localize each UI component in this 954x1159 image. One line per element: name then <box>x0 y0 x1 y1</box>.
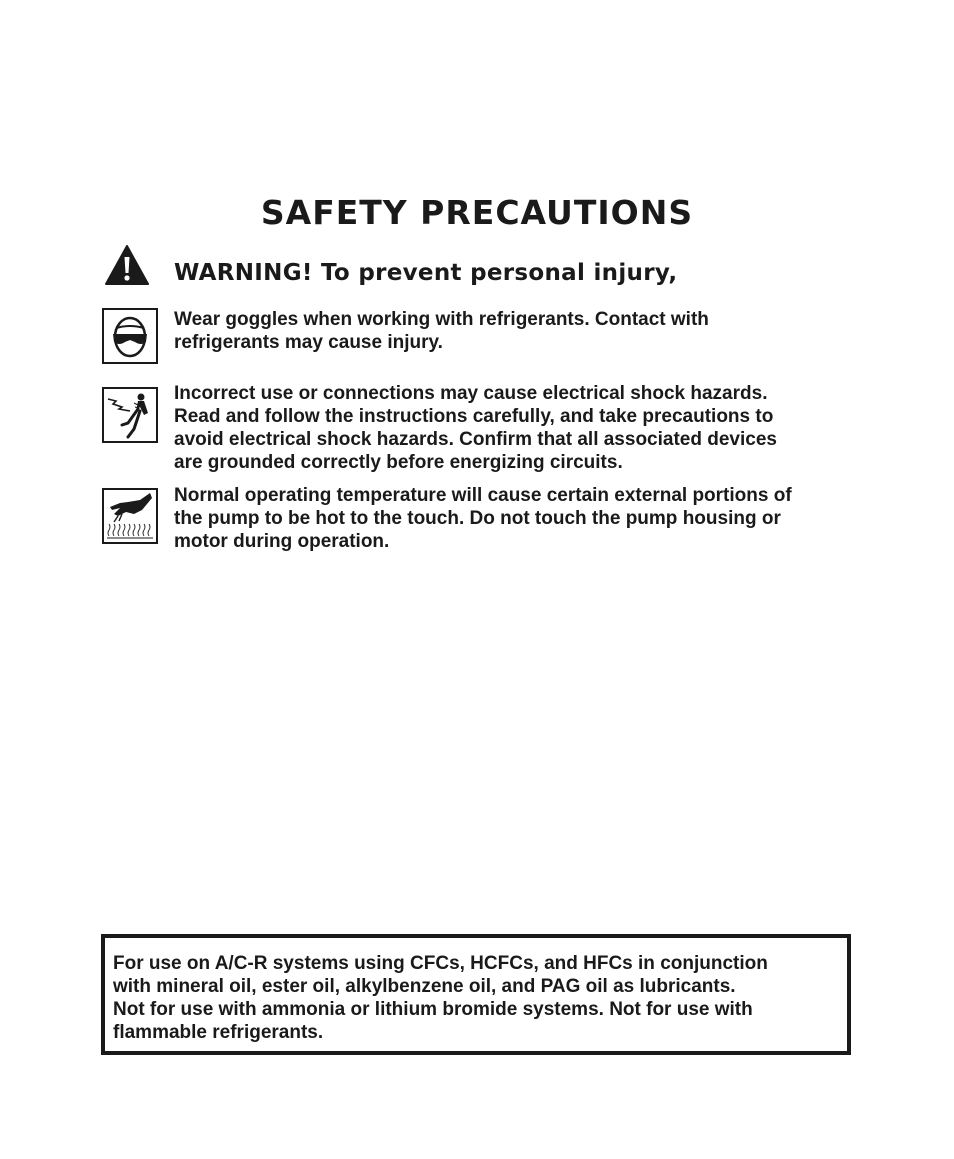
hazard-line: are grounded correctly before energizing circuits. <box>174 452 623 473</box>
hazard-text-electrical <box>174 382 864 474</box>
electrical-shock-icon <box>102 387 158 443</box>
note-line: with mineral oil, ester oil, alkylbenzene oil, and PAG oil as lubricants. <box>113 976 736 997</box>
hot-surface-icon <box>102 488 158 544</box>
hazard-line: Incorrect use or connections may cause electrical shock hazards. <box>174 383 768 404</box>
hazard-line: Normal operating temperature will cause certain external portions of <box>174 485 792 506</box>
hazard-text-hot-surface <box>174 484 864 553</box>
warning-heading: WARNING! To prevent personal injury, <box>174 260 678 286</box>
note-line: flammable refrigerants. <box>113 1022 324 1043</box>
goggles-icon <box>102 308 158 364</box>
hazard-line: Read and follow the instructions carefully, and take precautions to <box>174 406 774 427</box>
hazard-line: the pump to be hot to the touch. Do not touch the pump housing or <box>174 508 781 529</box>
usage-note-text <box>113 952 847 1044</box>
note-line: Not for use with ammonia or lithium bromide systems. Not for use with <box>113 999 753 1020</box>
hazard-line: refrigerants may cause injury. <box>174 332 443 353</box>
hazard-line: avoid electrical shock hazards. Confirm that all associated devices <box>174 429 777 450</box>
hazard-text-goggles <box>174 308 864 354</box>
page-title: SAFETY PRECAUTIONS <box>260 193 694 232</box>
note-line: For use on A/C-R systems using CFCs, HCFCs, and HFCs in conjunction <box>113 953 768 974</box>
hazard-line: Wear goggles when working with refrigerants. Contact with <box>174 309 709 330</box>
usage-note-box <box>101 934 851 1055</box>
warning-triangle-icon <box>104 244 150 286</box>
hazard-line: motor during operation. <box>174 531 390 552</box>
